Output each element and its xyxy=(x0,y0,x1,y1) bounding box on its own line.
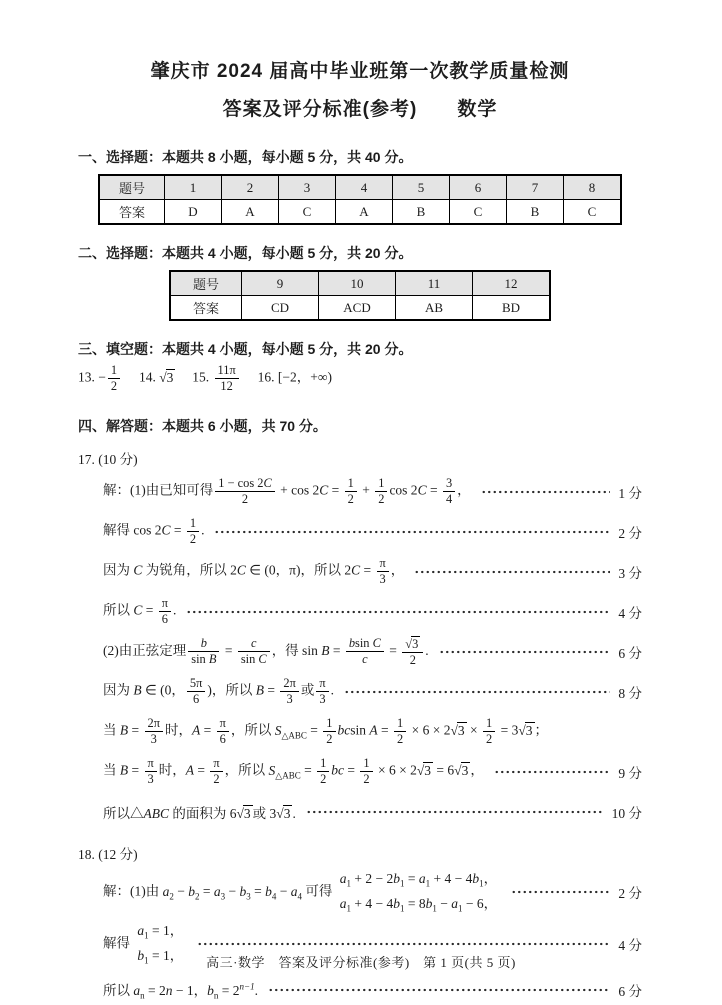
fraction-denominator xyxy=(346,651,384,667)
dot-leader xyxy=(344,688,610,696)
subscripted-variable xyxy=(188,883,200,902)
table-cell: AB xyxy=(396,296,473,321)
subscript: 1 xyxy=(399,878,405,889)
subscripted-variable xyxy=(239,883,251,902)
fraction-numerator: 5π xyxy=(189,676,203,691)
score-label: 3 分 xyxy=(618,565,642,581)
fraction xyxy=(375,476,387,506)
math-variable: C xyxy=(133,562,143,578)
fraction xyxy=(238,636,270,666)
fraction-numerator: π xyxy=(147,756,154,771)
math-variable: C xyxy=(351,562,361,578)
solution-line xyxy=(103,792,642,831)
fraction-numerator: 1 xyxy=(397,716,404,731)
subscript: 1 xyxy=(399,904,405,915)
subscript: 2 xyxy=(195,891,200,902)
table-cell: 9 xyxy=(242,271,319,296)
fraction xyxy=(187,516,199,546)
score-label: 6 分 xyxy=(618,645,642,661)
equation-stack xyxy=(340,867,497,918)
sqrt xyxy=(450,723,466,738)
table-cell: 3 xyxy=(279,175,336,200)
fraction-numerator xyxy=(188,636,219,651)
equation-row: $b_1 = 1$， xyxy=(137,948,184,966)
fraction-numerator: 1 xyxy=(378,476,385,491)
fraction xyxy=(346,636,384,666)
row-label: 答案 xyxy=(170,296,242,321)
fraction-denominator: 6 xyxy=(217,731,229,747)
section4-heading: 四、解答题：本题共 6 小题，共 70 分。 xyxy=(78,418,327,434)
solution-line xyxy=(103,752,642,791)
fraction-denominator: 2 xyxy=(187,531,199,547)
section3-heading: 三、填空题：本题共 4 小题，每小题 5 分，共 20 分。 xyxy=(78,341,413,357)
section1-heading: 一、选择题：本题共 8 小题，每小题 5 分，共 40 分。 xyxy=(78,149,413,165)
fraction-denominator: 4 xyxy=(443,491,455,507)
question-18-solution xyxy=(103,867,642,1005)
table-cell: 12 xyxy=(473,271,551,296)
fraction-denominator: 12 xyxy=(215,378,239,394)
math-variable: a xyxy=(162,883,170,899)
table-cell: 1 xyxy=(165,175,222,200)
subscript: 1 xyxy=(346,878,351,889)
sqrt xyxy=(159,370,175,385)
table-cell: 11 xyxy=(396,271,473,296)
math-variable: a xyxy=(339,896,347,912)
fraction xyxy=(345,476,357,506)
fraction xyxy=(159,596,171,626)
fraction-numerator: 1 xyxy=(486,716,493,731)
subscripted-variable xyxy=(290,883,302,902)
fraction-numerator xyxy=(402,636,423,652)
radical-sign-icon: √ xyxy=(405,636,413,651)
score-label: 4 分 xyxy=(618,605,642,621)
equation-row: $a_1 = 1$， xyxy=(137,922,184,941)
solution-line xyxy=(103,867,642,918)
solution-line xyxy=(103,592,642,631)
subscript: △ABC xyxy=(281,730,307,741)
fraction xyxy=(317,756,329,786)
radical-sign-icon: √ xyxy=(276,805,284,821)
math-content: 解：(1)由 $a_2 - b_2 = a_3 - b_3 = b_4 - a_4$ 可得 $a_1 + 2 - 2b_1 = a_1 + 4 - 4b_1$， $a_1 + 4 - 4b_1 = 8b_1 - a_1 - 6$， xyxy=(103,867,501,918)
fraction-denominator: 2 xyxy=(394,731,406,747)
subscripted-variable xyxy=(274,722,307,741)
fraction xyxy=(483,716,495,746)
subscript: 4 xyxy=(271,891,277,902)
math-content: 解得 cos 2C = $\frac{1}{2}$ . xyxy=(103,516,205,546)
subscript: 3 xyxy=(220,891,226,902)
score-label: 10 分 xyxy=(611,805,642,821)
radical-sign-icon: √ xyxy=(159,369,167,385)
table-cell: A xyxy=(222,200,279,225)
subscripted-variable xyxy=(133,983,145,1002)
math-variable: B xyxy=(255,682,264,698)
fraction-denominator: 2 xyxy=(317,771,329,787)
subscript: n xyxy=(213,991,219,1002)
subscripted-variable xyxy=(393,896,405,915)
answer-row xyxy=(170,296,550,321)
solution-line xyxy=(103,672,642,711)
math-variable: S xyxy=(268,762,276,778)
math-variable: a xyxy=(133,983,141,999)
table-cell: 7 xyxy=(507,175,564,200)
math-variable: b xyxy=(137,948,145,964)
fraction-denominator: sin B xyxy=(188,651,219,667)
fraction xyxy=(215,476,275,506)
fraction-denominator: 2 xyxy=(323,731,335,747)
solution-line xyxy=(103,632,642,671)
math-content: 所以 C = $\frac{\pi}{6}$ . xyxy=(103,596,177,626)
math-variable: b xyxy=(188,883,195,899)
subscript: 1 xyxy=(432,904,437,915)
fraction xyxy=(187,676,205,706)
fraction-numerator: 3 xyxy=(445,476,453,491)
math-variable: b xyxy=(425,896,433,912)
math-variable: C xyxy=(417,482,427,498)
math-variable: b xyxy=(239,883,247,899)
dot-leader xyxy=(494,768,611,776)
page-subtitle: 答案及评分标准(参考) 数学 xyxy=(222,99,498,120)
fraction-numerator: 2π xyxy=(147,716,160,731)
dot-leader xyxy=(439,648,611,656)
fraction-denominator: 6 xyxy=(159,611,171,627)
radicand: 3 xyxy=(283,805,291,821)
solution-line xyxy=(103,712,642,751)
subscript: 1 xyxy=(457,904,463,915)
dot-leader xyxy=(214,528,610,536)
subscripted-variable xyxy=(418,871,431,889)
score-label: 2 分 xyxy=(618,525,642,541)
fraction xyxy=(280,676,298,706)
math-content: 因为 B ∈ (0， $\frac{5\pi}{6}$ )，所以 B = $\frac{2\pi}{3}$ 或 $\frac{\pi}{3}$ . xyxy=(103,676,334,706)
fraction-numerator xyxy=(238,636,270,651)
radicand: 3 xyxy=(243,805,251,821)
radical-sign-icon: √ xyxy=(416,762,425,778)
fraction-denominator: 6 xyxy=(187,691,205,707)
fraction xyxy=(377,556,389,586)
subscripted-variable xyxy=(137,922,149,941)
dot-leader xyxy=(511,888,610,896)
subscripted-variable xyxy=(472,871,484,889)
solution-line xyxy=(103,971,642,1005)
fraction-numerator: bsin C xyxy=(348,636,381,651)
math-variable: bc xyxy=(331,762,345,778)
score-label: 1 分 xyxy=(618,485,642,501)
math-variable: C xyxy=(319,482,329,498)
fraction-numerator: 1 xyxy=(347,476,354,491)
answer-row xyxy=(99,200,621,225)
row-label: 题号 xyxy=(170,271,242,296)
radicand: 3 xyxy=(457,722,465,738)
fraction-denominator: 2 xyxy=(108,378,120,394)
math-content: 因为 C 为锐角，所以 2C ∈ (0，π)，所以 2C = $\frac{\pi}{3}$ ， xyxy=(103,556,405,586)
table-cell: A xyxy=(336,200,393,225)
dot-leader xyxy=(481,488,611,496)
radicand: 3 xyxy=(412,636,419,651)
fraction xyxy=(394,716,406,746)
sqrt xyxy=(417,763,433,778)
math-variable: a xyxy=(339,871,347,886)
solution-line xyxy=(103,512,642,551)
math-variable: ABC xyxy=(143,805,169,821)
math-variable: S xyxy=(274,722,282,738)
dot-leader xyxy=(186,608,610,616)
row-label: 答案 xyxy=(99,200,165,225)
subscript: 1 xyxy=(144,956,149,966)
math-variable: A xyxy=(191,722,201,738)
fraction-numerator: π xyxy=(319,676,326,691)
math-variable: b xyxy=(207,983,214,999)
fraction-denominator: 2 xyxy=(360,771,372,787)
subscript: 1 xyxy=(425,878,431,889)
row-label: 题号 xyxy=(99,175,165,200)
fraction-numerator: 1 xyxy=(110,363,118,378)
fraction-denominator: 2 xyxy=(375,491,387,507)
math-variable: b xyxy=(393,871,400,886)
fraction xyxy=(323,716,335,746)
section2-heading: 二、选择题：本题共 4 小题，每小题 5 分，共 20 分。 xyxy=(78,245,413,261)
math-variable: b xyxy=(265,883,272,899)
math-variable: c xyxy=(250,636,257,651)
fraction-denominator: 2 xyxy=(215,491,275,507)
math-content: 当 B = $\frac{2\pi}{3}$ 时，A = $\frac{\pi}{6}$ ，所以 $S_{\triangle ABC}$ = $\frac{1}{2}$ bcsin A = $\frac{1}{2}$ × 6 × 2√3 × $\frac{1}{2}$ = 3√3 ； xyxy=(103,716,548,746)
table-cell: 10 xyxy=(319,271,396,296)
subscripted-variable xyxy=(213,883,226,902)
fraction-denominator: 3 xyxy=(316,691,328,707)
score-label: 9 分 xyxy=(618,765,642,781)
math-content: 解得 $a_1 = 1$， $b_1 = 1$， xyxy=(103,919,187,970)
math-content: 所以 $a_n = 2n - 1$，$b_n = 2^{n-1}$. xyxy=(103,981,258,1002)
math-variable: A xyxy=(369,722,378,738)
fraction-numerator: 1 xyxy=(326,716,333,731)
fraction-numerator: π xyxy=(219,716,226,731)
fraction-denominator: 3 xyxy=(145,731,163,747)
table-cell: C xyxy=(564,200,622,225)
radicand: 3 xyxy=(424,762,432,778)
fraction xyxy=(402,636,423,667)
math-variable: a xyxy=(451,896,458,912)
page-footer: 高三·数学 答案及评分标准(参考) 第 1 页(共 5 页) xyxy=(206,955,516,970)
table-cell: C xyxy=(279,200,336,225)
fraction-denominator: 3 xyxy=(377,571,389,587)
fraction-numerator: 1 − cos 2C xyxy=(218,476,272,491)
math-variable: b xyxy=(472,871,480,886)
fraction xyxy=(108,363,120,393)
math-variable: B xyxy=(119,722,129,738)
radical-sign-icon: √ xyxy=(450,722,458,738)
math-content: 当 B = $\frac{\pi}{3}$ 时，A = $\frac{\pi}{2}$ ，所以 $S_{\triangle ABC}$ = $\frac{1}{2}$ bc = $\frac{1}{2}$ × 6 × 2√3 = 6√3 ， xyxy=(103,756,484,786)
fraction xyxy=(215,363,239,393)
page-title: 肇庆市 2024 届高中毕业班第一次教学质量检测 xyxy=(150,61,570,82)
subscripted-variable xyxy=(207,983,219,1002)
sqrt xyxy=(237,806,253,821)
subscripted-variable xyxy=(425,896,437,915)
fraction-denominator: sin C xyxy=(238,651,270,667)
table-cell: BD xyxy=(473,296,551,321)
radicand: 3 xyxy=(166,369,174,385)
fraction-denominator: 2 xyxy=(210,771,222,787)
document-header xyxy=(78,56,642,121)
fraction xyxy=(217,716,229,746)
question-18-label: 18. (12 分) xyxy=(78,847,138,862)
fraction xyxy=(443,476,455,506)
math-variable: B xyxy=(133,682,142,698)
table-cell: B xyxy=(507,200,564,225)
mcq-answer-table-2 xyxy=(169,270,551,321)
subscript: n xyxy=(140,991,145,1002)
math-variable: C xyxy=(263,476,272,491)
subscript: 1 xyxy=(144,930,149,941)
table-cell: 2 xyxy=(222,175,279,200)
radical-sign-icon: √ xyxy=(454,762,462,778)
superscript: n−1 xyxy=(239,981,255,992)
fraction xyxy=(145,716,163,746)
dot-leader xyxy=(197,940,610,948)
fraction-denominator: 3 xyxy=(280,691,298,707)
math-variable: n xyxy=(165,983,173,999)
subscripted-variable xyxy=(451,896,463,915)
radical-sign-icon: √ xyxy=(518,722,526,738)
math-variable: B xyxy=(208,652,217,666)
sqrt xyxy=(405,637,420,651)
table-cell: ACD xyxy=(319,296,396,321)
math-variable: a xyxy=(213,883,221,899)
subscripted-variable xyxy=(265,883,277,902)
fraction-denominator: 2 xyxy=(345,491,357,507)
score-label: 8 分 xyxy=(618,685,642,701)
score-label: 2 分 xyxy=(618,886,642,902)
subscripted-variable xyxy=(339,871,351,889)
math-variable: B xyxy=(119,762,129,778)
fraction xyxy=(316,676,328,706)
question-17-solution xyxy=(103,472,642,831)
score-label: 6 分 xyxy=(618,984,642,1000)
table-cell: CD xyxy=(242,296,319,321)
fraction xyxy=(360,756,372,786)
dot-leader xyxy=(268,986,610,994)
fraction-numerator: 1 xyxy=(363,756,370,771)
table-cell: 6 xyxy=(450,175,507,200)
math-variable: c xyxy=(362,652,368,666)
math-variable: B xyxy=(321,642,330,658)
question-number-row xyxy=(99,175,621,200)
math-variable: b xyxy=(393,896,400,912)
dot-leader xyxy=(414,568,610,576)
math-variable: C xyxy=(372,636,381,651)
fraction-numerator: π xyxy=(213,756,220,771)
subscript: 3 xyxy=(246,891,251,902)
subscript: 1 xyxy=(479,878,484,889)
table-cell: 8 xyxy=(564,175,622,200)
fraction-numerator: 2π xyxy=(283,676,296,691)
question-17-label: 17. (10 分) xyxy=(78,452,138,467)
fraction-numerator: π xyxy=(161,596,169,611)
equation-row: $a_1 + 4 - 4b_1 = 8b_1 - a_1 - 6$， xyxy=(339,896,498,915)
mcq-answer-table-1 xyxy=(98,174,622,225)
table-cell: D xyxy=(165,200,222,225)
math-content: 13. − $\frac{1}{2}$ 14. √3 15. $\frac{11\pi}{12}$ 16. [−2，+∞) xyxy=(78,363,332,393)
table-cell: 4 xyxy=(336,175,393,200)
radical-sign-icon: √ xyxy=(236,805,244,821)
fraction-numerator: 1 xyxy=(189,516,197,531)
math-variable: a xyxy=(418,871,426,886)
subscripted-variable xyxy=(393,871,405,889)
math-variable: C xyxy=(258,652,267,666)
fraction-numerator: 1 xyxy=(320,756,327,771)
math-content: (2)由正弦定理 $\frac{b}{\text{sin B}}$ = $\frac{c}{\text{sin C}}$ ，得 sin B = $\frac{\text{bsin C}}{c}$ = $\frac{√3}{2}$ . xyxy=(103,636,429,667)
math-variable: b xyxy=(200,636,207,651)
fraction xyxy=(188,636,219,666)
fraction xyxy=(145,756,157,786)
fraction xyxy=(210,756,222,786)
fraction-numerator: π xyxy=(379,556,386,571)
math-variable: C xyxy=(161,522,171,538)
sqrt xyxy=(454,763,470,778)
math-variable: a xyxy=(290,883,298,899)
fraction-numerator: 11π xyxy=(217,363,236,378)
math-variable: C xyxy=(236,562,246,578)
equation-row: $a_1 + 2 - 2b_1 = a_1 + 4 - 4b_1$， xyxy=(339,871,498,889)
sqrt xyxy=(276,806,292,821)
question-number-row xyxy=(170,271,550,296)
math-variable: A xyxy=(185,762,195,778)
subscripted-variable xyxy=(268,762,301,781)
math-content: 解：(1)由已知可得 $\frac{1 - \cos 2C}{2}$ + cos 2C = $\frac{1}{2}$ + $\frac{1}{2}$ cos 2C = $\frac{3}{4}$ ， xyxy=(103,476,471,506)
math-content: 所以△ABC 的面积为 6√3 或 3√3 . xyxy=(103,805,296,821)
table-cell: 5 xyxy=(393,175,450,200)
subscripted-variable xyxy=(339,896,351,915)
radicand: 3 xyxy=(525,722,533,738)
math-variable: b xyxy=(348,636,356,651)
math-variable: a xyxy=(137,922,145,938)
subscript: △ABC xyxy=(275,770,301,781)
fill-in-answers xyxy=(78,359,642,398)
radicand: 3 xyxy=(461,762,469,778)
fraction-denominator: 2 xyxy=(483,731,495,747)
score-label: 4 分 xyxy=(618,938,642,954)
subscript: 1 xyxy=(346,904,351,915)
table-cell: B xyxy=(393,200,450,225)
fraction-denominator: 2 xyxy=(402,652,423,668)
fraction-denominator: 3 xyxy=(145,771,157,787)
subscript: 2 xyxy=(169,891,174,902)
math-variable: bc xyxy=(337,722,351,738)
solution-line xyxy=(103,472,642,511)
dot-leader xyxy=(306,808,604,816)
math-variable: C xyxy=(133,602,143,618)
sqrt xyxy=(518,723,534,738)
subscript: 4 xyxy=(297,891,302,902)
table-cell: C xyxy=(450,200,507,225)
solution-line xyxy=(103,552,642,591)
subscripted-variable xyxy=(162,883,174,902)
